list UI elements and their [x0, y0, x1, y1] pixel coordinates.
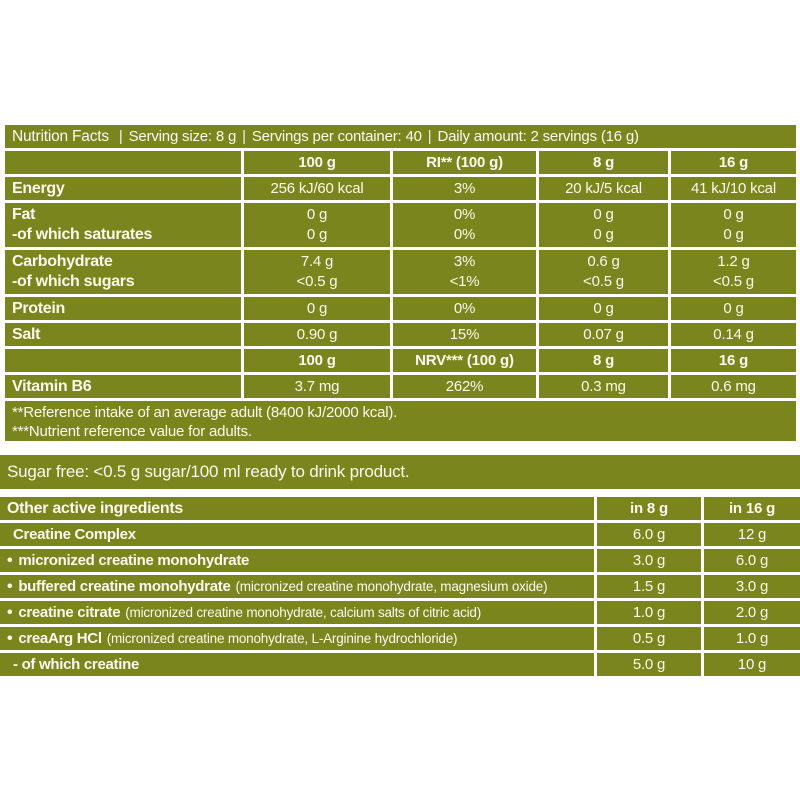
sugar-free-bar	[0, 455, 800, 489]
column-header2-100g: 100 g	[244, 349, 390, 372]
column-header-empty	[5, 151, 241, 174]
bullet-icon: •	[7, 577, 13, 595]
servings-per-container: Servings per container: 40	[251, 128, 422, 145]
row-label-protein: Protein	[5, 297, 241, 320]
ingredient-in16g: 10 g	[704, 653, 800, 676]
column-header-8g: 8 g	[539, 151, 668, 174]
ingredient-in8g: 5.0 g	[597, 653, 701, 676]
ingredient-row-label	[0, 549, 594, 572]
column-header-ri: RI** (100 g)	[393, 151, 536, 174]
ingredient-in16g: 1.0 g	[704, 627, 800, 650]
carbohydrate-8g	[539, 250, 668, 294]
column-header-100g: 100 g	[244, 151, 390, 174]
ingredient-detail: (micronized creatine monohydrate, calcium salts of citric acid)	[125, 605, 482, 620]
fat-ri	[393, 203, 536, 247]
carbohydrate-100g	[244, 250, 390, 294]
row-label-energy: Energy	[5, 177, 241, 200]
sugar-free-note: Sugar free: <0.5 g sugar/100 ml ready to drink product.	[7, 462, 410, 481]
salt-16g: 0.14 g	[671, 323, 796, 346]
footnotes	[5, 401, 796, 441]
serving-size: Serving size: 8 g	[128, 128, 237, 145]
ingredient-detail: (micronized creatine monohydrate, L-Arginine hydrochloride)	[106, 631, 458, 646]
separator: |	[427, 128, 432, 145]
protein-16g: 0 g	[671, 297, 796, 320]
ingredient-name: creatine citrate	[18, 604, 121, 621]
bullet-icon: •	[7, 629, 13, 647]
fat-ri-value: 0%	[453, 205, 476, 223]
footnote-reference-intake: **Reference intake of an average adult (8400 kJ/2000 kcal).	[12, 404, 398, 421]
saturates-8g-value: 0 g	[593, 226, 614, 243]
ingredient-in8g: 1.5 g	[597, 575, 701, 598]
sugars-100g-value: <0.5 g	[296, 273, 338, 290]
saturates-ri-value: 0%	[453, 226, 476, 243]
separator: |	[118, 128, 123, 145]
bullet-icon: •	[7, 603, 13, 621]
energy-16g: 41 kJ/10 kcal	[671, 177, 796, 200]
energy-ri: 3%	[393, 177, 536, 200]
ingredient-name: buffered creatine monohydrate	[18, 578, 231, 595]
row-label-carbohydrate	[5, 250, 241, 294]
sugars-label: -of which sugars	[12, 273, 135, 290]
fat-label: Fat	[12, 205, 36, 223]
column-header2-16g: 16 g	[671, 349, 796, 372]
daily-amount: Daily amount: 2 servings (16 g)	[437, 128, 639, 145]
vitamin-b6-16g: 0.6 mg	[671, 375, 796, 398]
row-label-fat	[5, 203, 241, 247]
vitamin-b6-nrv: 262%	[393, 375, 536, 398]
separator: |	[242, 128, 246, 145]
sugars-8g-value: <0.5 g	[583, 273, 624, 290]
bullet-icon: •	[7, 551, 13, 569]
ingredient-name: - of which creatine	[13, 656, 139, 673]
salt-100g: 0.90 g	[244, 323, 390, 346]
carbohydrate-16g	[671, 250, 796, 294]
ingredient-in8g: 3.0 g	[597, 549, 701, 572]
ingredient-in8g: 1.0 g	[597, 601, 701, 624]
nutrition-facts-bar	[5, 125, 796, 148]
ingredient-row-label	[0, 523, 594, 546]
ingredient-in16g: 2.0 g	[704, 601, 800, 624]
ingredient-row-label	[0, 627, 594, 650]
ingredient-in16g: 6.0 g	[704, 549, 800, 572]
ingredient-name: Creatine Complex	[13, 526, 136, 543]
footnote-nutrient-reference: ***Nutrient reference value for adults.	[12, 423, 252, 440]
sugars-16g-value: <0.5 g	[713, 273, 754, 290]
saturates-16g-value: 0 g	[723, 226, 744, 243]
nutrition-table	[5, 151, 796, 441]
protein-8g: 0 g	[539, 297, 668, 320]
protein-ri: 0%	[393, 297, 536, 320]
ingredients-header-in8g: in 8 g	[597, 497, 701, 520]
fat-100g	[244, 203, 390, 247]
ingredient-row-label	[0, 601, 594, 624]
ingredients-header-label: Other active ingredients	[0, 497, 594, 520]
ingredient-row-label	[0, 653, 594, 676]
fat-8g	[539, 203, 668, 247]
vitamin-b6-8g: 0.3 mg	[539, 375, 668, 398]
fat-16g-value: 0 g	[723, 205, 744, 223]
ingredient-in16g: 3.0 g	[704, 575, 800, 598]
saturates-label: -of which saturates	[12, 226, 153, 243]
protein-100g: 0 g	[244, 297, 390, 320]
fat-16g	[671, 203, 796, 247]
ingredient-row-label	[0, 575, 594, 598]
energy-8g: 20 kJ/5 kcal	[539, 177, 668, 200]
carbohydrate-ri-value: 3%	[453, 252, 476, 270]
column-header2-8g: 8 g	[539, 349, 668, 372]
row-label-vitamin-b6: Vitamin B6	[5, 375, 241, 398]
ingredient-in8g: 0.5 g	[597, 627, 701, 650]
column-header2-empty	[5, 349, 241, 372]
vitamin-b6-100g: 3.7 mg	[244, 375, 390, 398]
row-label-salt: Salt	[5, 323, 241, 346]
ingredient-name: micronized creatine monohydrate	[18, 552, 250, 569]
salt-8g: 0.07 g	[539, 323, 668, 346]
carbohydrate-label: Carbohydrate	[12, 252, 113, 270]
ingredient-name: creaArg HCl	[18, 630, 102, 647]
saturates-100g-value: 0 g	[306, 226, 328, 243]
ingredient-detail: (micronized creatine monohydrate, magnesium oxide)	[235, 579, 548, 594]
ingredients-header-in16g: in 16 g	[704, 497, 800, 520]
sugars-ri-value: <1%	[449, 273, 480, 290]
energy-100g: 256 kJ/60 kcal	[244, 177, 390, 200]
ingredient-in8g: 6.0 g	[597, 523, 701, 546]
column-header-16g: 16 g	[671, 151, 796, 174]
salt-ri: 15%	[393, 323, 536, 346]
fat-8g-value: 0 g	[593, 205, 614, 223]
carbohydrate-8g-value: 0.6 g	[587, 252, 620, 270]
ingredient-in16g: 12 g	[704, 523, 800, 546]
carbohydrate-ri	[393, 250, 536, 294]
nutrition-facts-title: Nutrition Facts	[12, 127, 109, 145]
column-header2-nrv: NRV*** (100 g)	[393, 349, 536, 372]
fat-100g-value: 0 g	[306, 205, 328, 223]
other-active-ingredients-table	[0, 497, 800, 676]
carbohydrate-100g-value: 7.4 g	[300, 252, 334, 270]
carbohydrate-16g-value: 1.2 g	[717, 252, 750, 270]
